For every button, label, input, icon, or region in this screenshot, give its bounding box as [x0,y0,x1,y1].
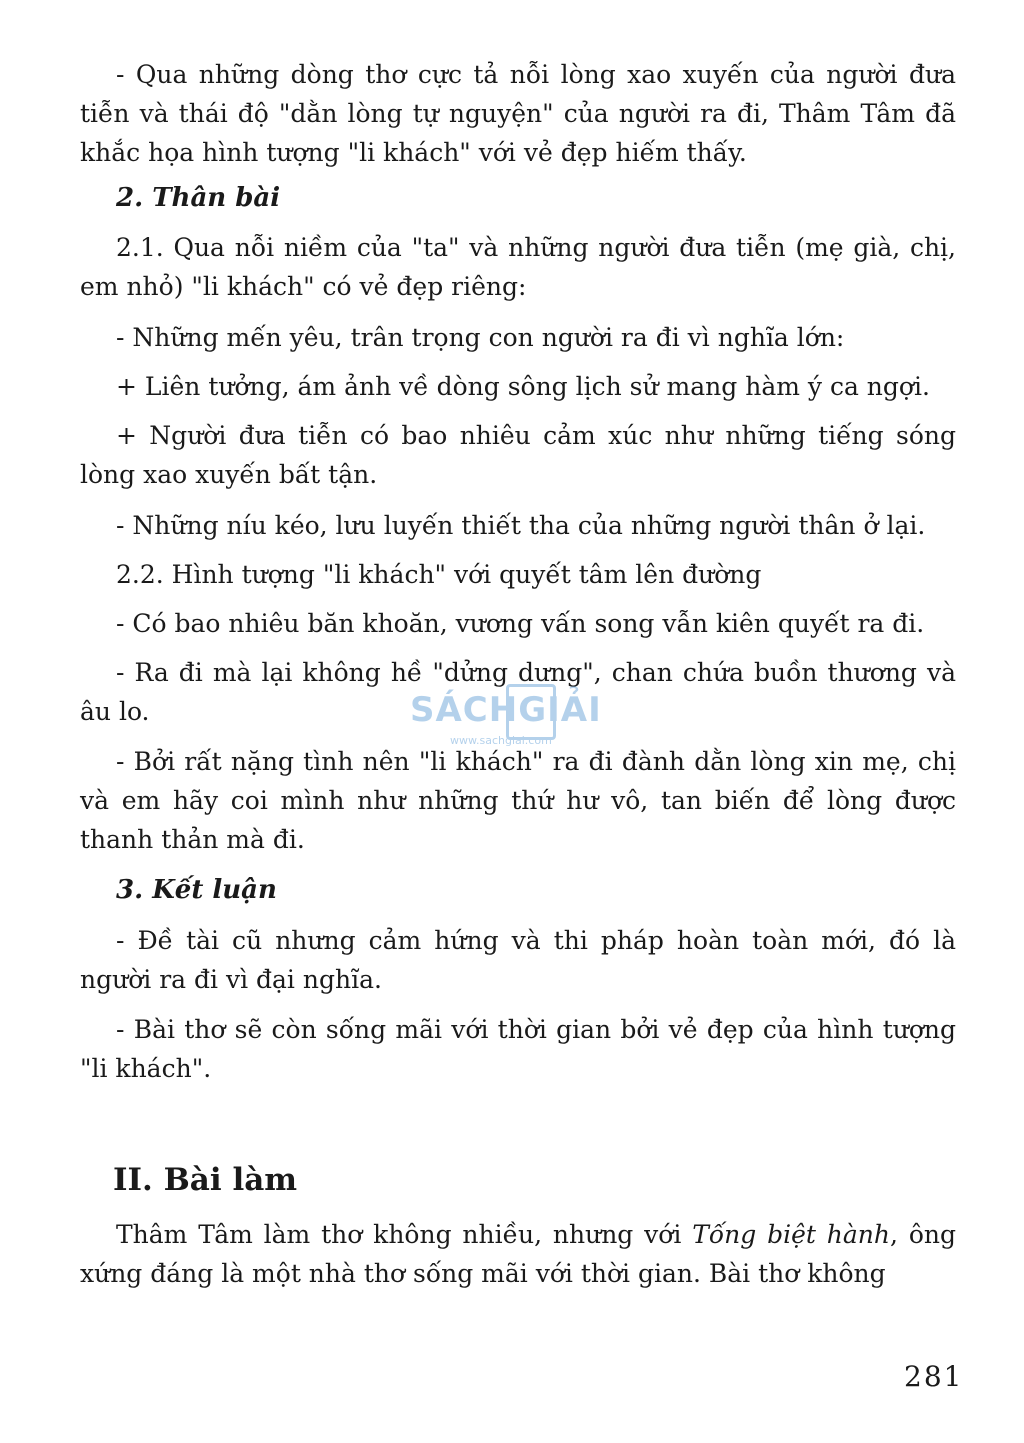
paragraph-2-2: 2.2. Hình tượng "li khách" với quyết tâm lên đường [116,560,762,589]
paragraph-essay-start [80,1215,956,1293]
paragraph-2-1: 2.1. Qua nỗi niềm của "ta" và những người đưa tiễn (mẹ già, chị, em nhỏ) "li khách" có vẻ đẹp riêng: [80,233,956,301]
paragraph-emotions: + Người đưa tiễn có bao nhiêu cảm xúc như những tiếng sóng lòng xao xuyến bất tận. [80,421,956,489]
paragraph-theme: - Đề tài cũ nhưng cảm hứng và thi pháp hoàn toàn mới, đó là người ra đi vì đại nghĩa. [80,926,956,994]
paragraph-attachment: - Những níu kéo, lưu luyến thiết tha của những người thân ở lại. [116,511,926,540]
watermark-logo [410,690,620,750]
paragraph-poem-lives: - Bài thơ sẽ còn sống mãi với thời gian bởi vẻ đẹp của hình tượng "li khách". [80,1015,956,1083]
paragraph-heavy-heart: - Bởi rất nặng tình nên "li khách" ra đi đành dằn lòng xin mẹ, chị và em hãy coi mình như những thứ hư vô, tan biến để lòng được thanh thản mà đi. [80,747,956,854]
essay-text-b: , ông xứng đáng là một nhà thơ sống mãi với thời gian. Bài thơ không [80,1220,956,1288]
paragraph-intro-summary: - Qua những dòng thơ cực tả nỗi lòng xao xuyến của người đưa tiễn và thái độ "dằn lòng tự nguyện" của người ra đi, Thâm Tâm đã khắc họa hình tượng "li khách" với vẻ đẹp hiếm thấy. [80,60,956,167]
page-number: 281 [904,1360,964,1393]
heading-body: 2. Thân bài [116,183,281,213]
watermark-url: www.sachgiai.com [450,734,552,747]
essay-text-a: Thâm Tâm làm thơ không nhiều, nhưng với [116,1220,693,1249]
paragraph-love-respect: - Những mến yêu, trân trọng con người ra đi vì nghĩa lớn: [116,323,845,352]
paragraph-hesitation: - Có bao nhiêu băn khoăn, vương vấn song vẫn kiên quyết ra đi. [116,609,925,638]
paragraph-not-indifferent: - Ra đi mà lại không hề "dửng dưng", chan chứa buồn thương và âu lo. [80,658,956,726]
heading-essay: II. Bài làm [113,1162,298,1198]
paragraph-river-association: + Liên tưởng, ám ảnh về dòng sông lịch sử mang hàm ý ca ngợi. [116,372,930,401]
watermark-brand: SÁCHGIẢI [410,690,602,730]
heading-conclusion: 3. Kết luận [116,875,277,905]
poem-title: Tống biệt hành [692,1220,891,1249]
